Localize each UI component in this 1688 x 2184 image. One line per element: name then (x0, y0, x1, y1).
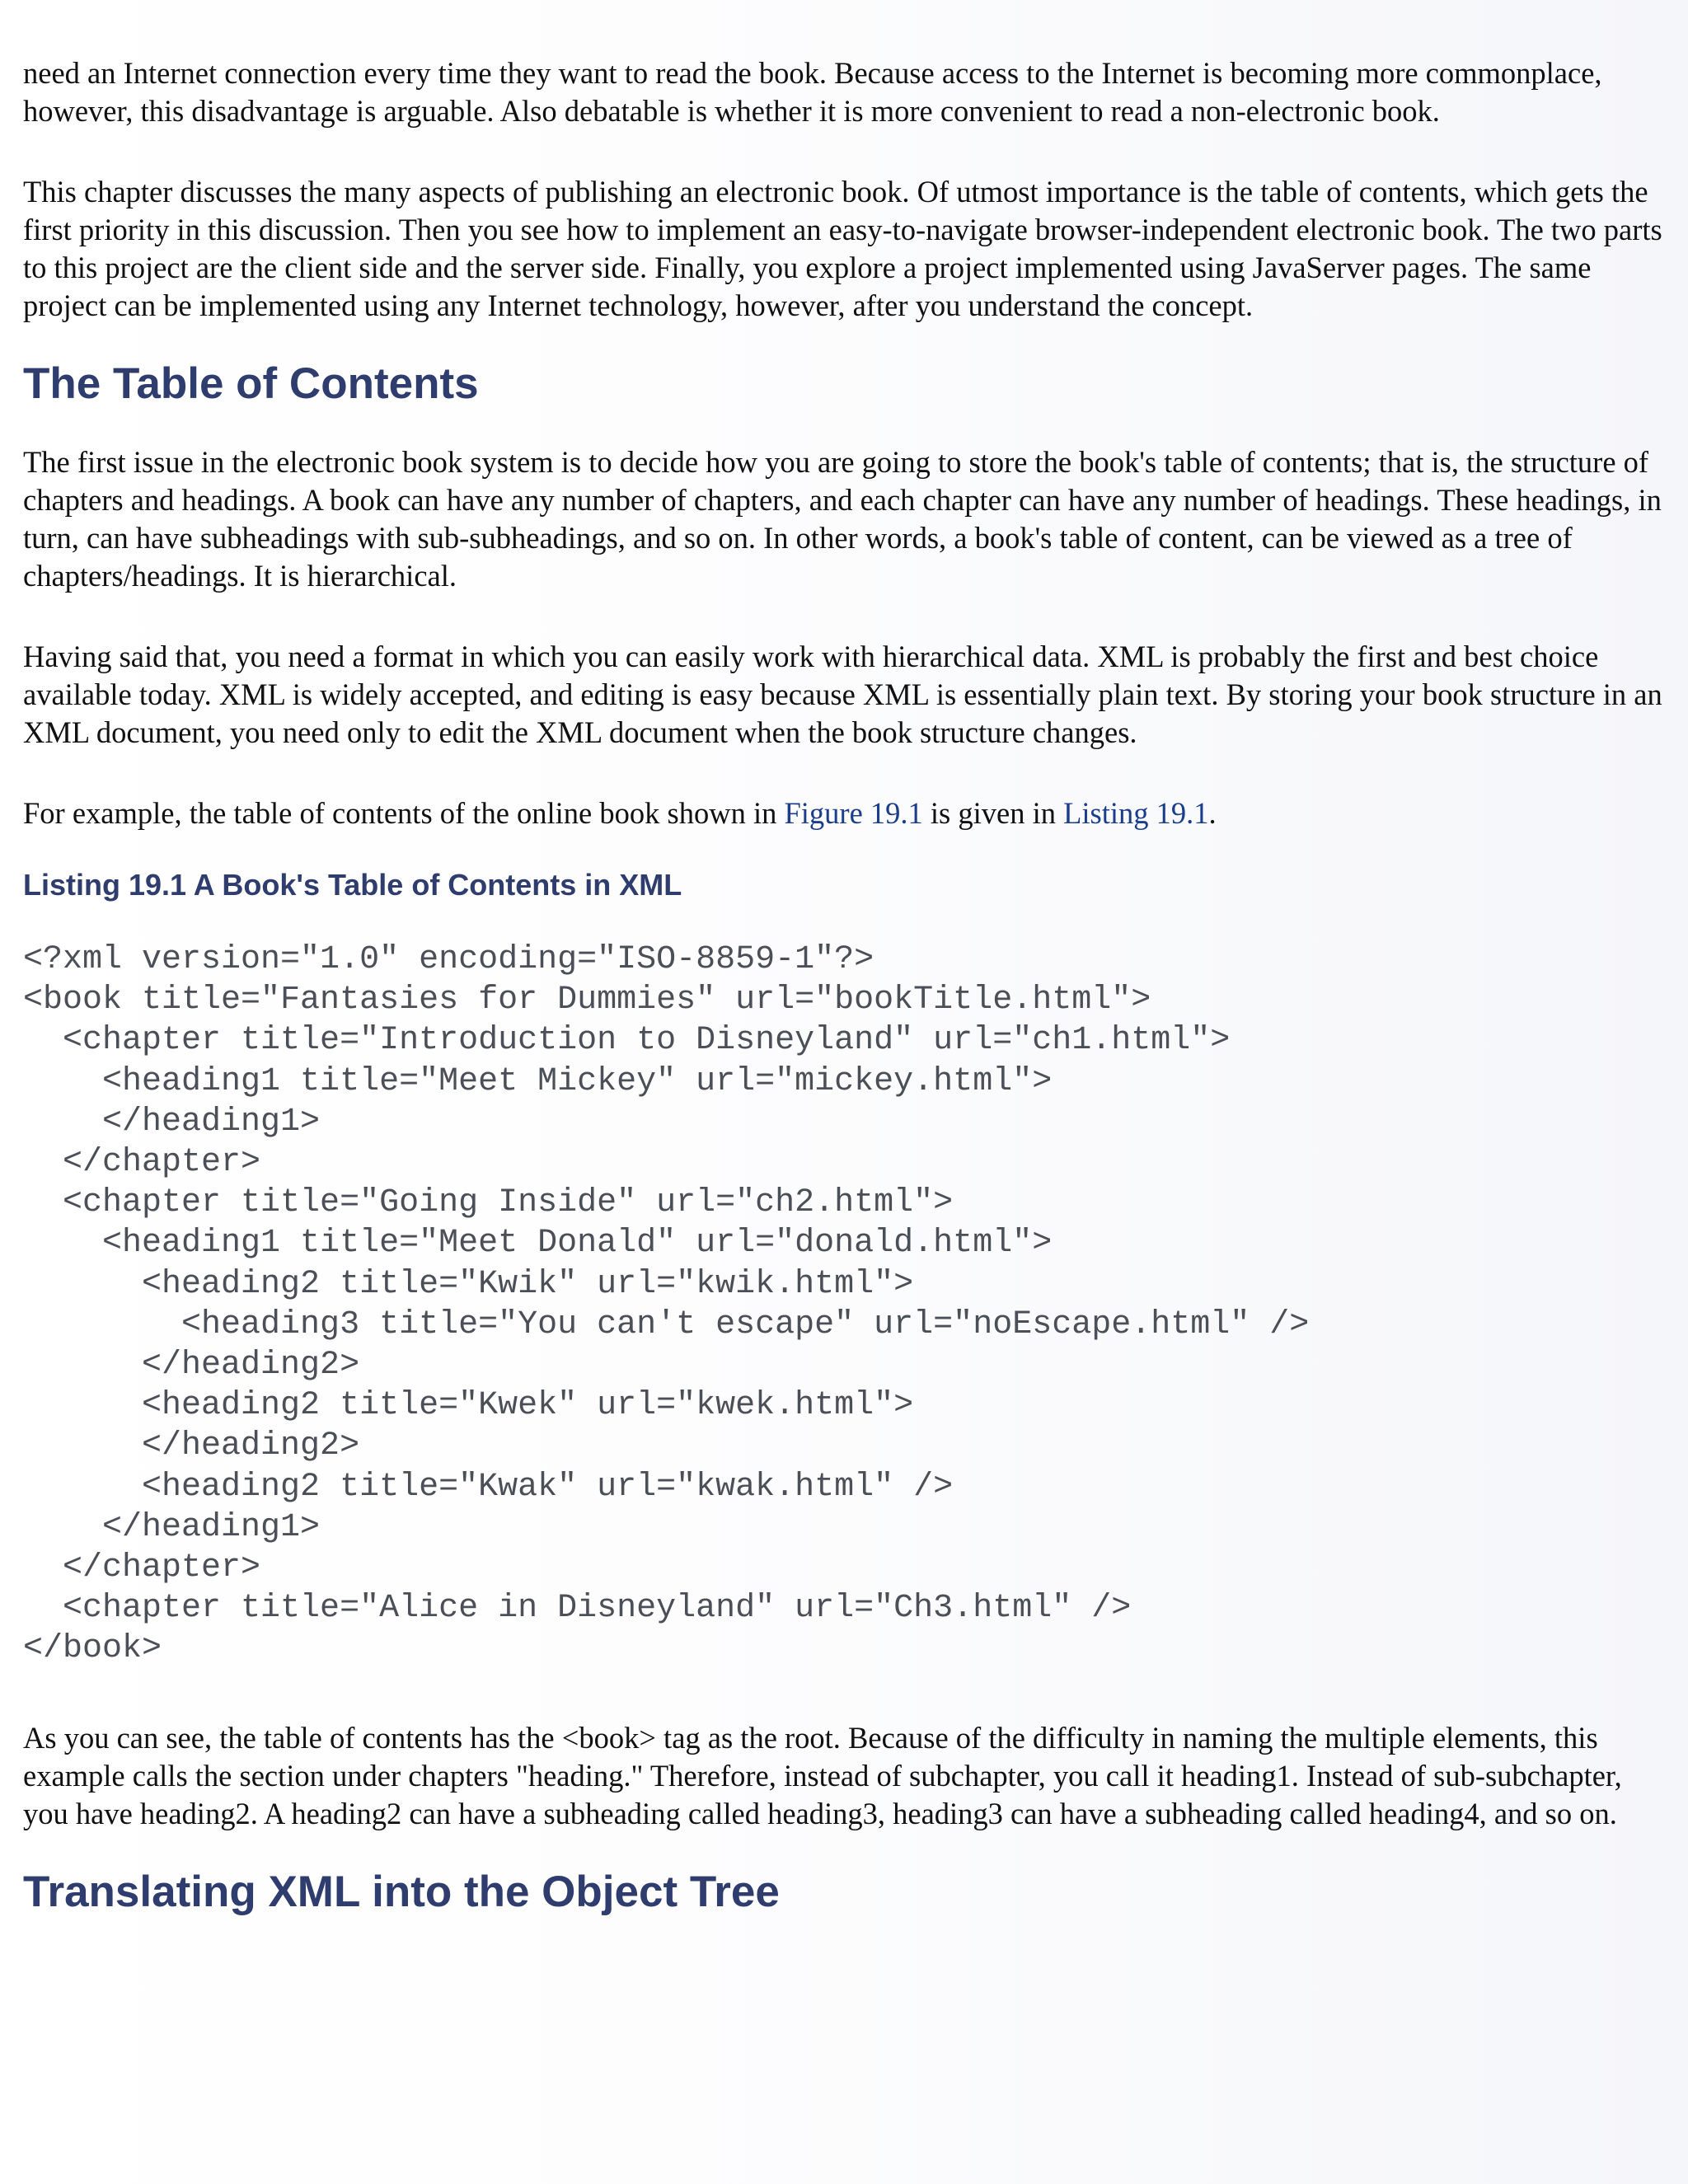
code-line: <heading2 title="Kwik" url="kwik.html"> (23, 1265, 914, 1303)
toc-paragraph-1: The first issue in the electronic book system is to decide how you are going to store the book's table of contents; that is, the structure of chapters and headings. A book can have any number of chapters, and each chapter can have any number of headings. These headings, in turn, can have subheadings with sub-subheadings, and so on. In other words, a book's table of content, can be viewed as a tree of chapters/headings. It is hierarchical. (23, 445, 1662, 593)
page-content (23, 54, 1663, 1952)
code-line: <book title="Fantasies for Dummies" url="bookTitle.html"> (23, 982, 1151, 1019)
after-listing-paragraph: As you can see, the table of contents has the <book> tag as the root. Because of the difficulty in naming the multiple elements, this example calls the section under chapters "heading." Therefore, instead of subchapter, you call it heading1. Instead of sub-subchapter, you have heading2. A heading2 can have a subheading called heading3, heading3 can have a subheading called heading4, and so on. (23, 1720, 1622, 1830)
code-line: <heading1 title="Meet Donald" url="donald.html"> (23, 1225, 1053, 1263)
code-line: <chapter title="Going Inside" url="ch2.html"> (23, 1184, 954, 1222)
section-heading-table-of-contents: The Table of Contents (23, 359, 479, 408)
code-line: <heading2 title="Kwek" url="kwek.html"> (23, 1387, 914, 1425)
code-line: <heading1 title="Meet Mickey" url="mickey.html"> (23, 1062, 1053, 1100)
listing-title: Listing 19.1 A Book's Table of Contents in XML (23, 868, 682, 902)
figure-19-1-link[interactable]: Figure 19.1 (784, 796, 923, 830)
code-line: </chapter> (23, 1144, 261, 1182)
code-line: <chapter title="Introduction to Disneyland" url="ch1.html"> (23, 1022, 1231, 1060)
example-text-before: For example, the table of contents of the online book shown in (23, 796, 785, 830)
xml-code-listing (23, 940, 1663, 1670)
code-line: <heading3 title="You can't escape" url="noEscape.html" /> (23, 1305, 1310, 1343)
intro-paragraph-1: need an Internet connection every time they want to read the book. Because access to the Internet is becoming more commonplace, however, this disadvantage is arguable. Also debatable is whether it is more convenient to read a non-electronic book. (23, 56, 1602, 128)
section-heading-translating-xml: Translating XML into the Object Tree (23, 1867, 780, 1916)
code-line: <heading2 title="Kwak" url="kwak.html" /> (23, 1468, 954, 1506)
example-text-middle: is given in (922, 796, 1064, 830)
code-line: <chapter title="Alice in Disneyland" url="Ch3.html" /> (23, 1590, 1132, 1628)
code-line: </book> (23, 1630, 162, 1668)
code-line: </chapter> (23, 1549, 261, 1587)
listing-19-1-link[interactable]: Listing 19.1 (1063, 796, 1209, 830)
code-line: </heading1> (23, 1508, 321, 1546)
intro-paragraph-2: This chapter discusses the many aspects of publishing an electronic book. Of utmost importance is the table of contents, which gets the first priority in this discussion. Then you see how to implement an easy-to-navigate browser-independent electronic book. The two parts to this project are the client side and the server side. Finally, you explore a project implemented using JavaServer pages. The same project can be implemented using any Internet technology, however, after you understand the concept. (23, 175, 1662, 322)
code-line: <?xml version="1.0" encoding="ISO-8859-1"?> (23, 941, 874, 978)
example-paragraph (23, 794, 1663, 832)
code-line: </heading2> (23, 1427, 360, 1465)
toc-paragraph-2: Having said that, you need a format in which you can easily work with hierarchical data. XML is probably the first and best choice available today. XML is widely accepted, and editing is easy because XML is essentially plain text. By storing your book structure in an XML document, you need only to edit the XML document when the book structure changes. (23, 640, 1662, 749)
code-line: </heading1> (23, 1103, 321, 1141)
code-line: </heading2> (23, 1347, 360, 1385)
example-text-after: . (1208, 796, 1217, 830)
